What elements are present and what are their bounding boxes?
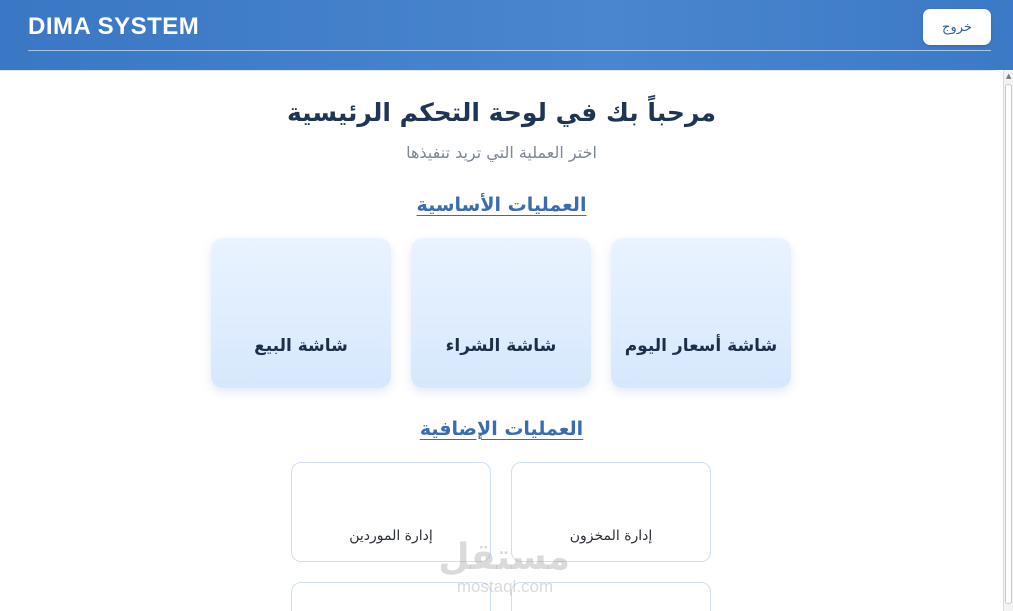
card-label: شاشة الشراء (445, 336, 557, 356)
tile-label: إدارة المخزون (569, 528, 653, 544)
scroll-up-arrow-icon[interactable]: ▲ (1006, 72, 1012, 80)
page-subtitle: اختر العملية التي تريد تنفيذها (406, 143, 597, 162)
app-brand: DIMA SYSTEM (28, 13, 200, 40)
additional-operation-tile[interactable] (291, 582, 491, 611)
sales-card[interactable] (211, 238, 391, 388)
additional-operation-tile[interactable] (511, 582, 711, 611)
watermark-arabic: مستقل (438, 537, 570, 578)
card-label: شاشة أسعار اليوم (624, 336, 778, 356)
card-label: شاشة البيع (254, 336, 348, 356)
tile-label: إدارة الموردين (349, 528, 433, 544)
vertical-scrollbar[interactable] (1003, 70, 1013, 611)
header-divider (28, 50, 991, 51)
suppliers-management-tile[interactable] (291, 462, 491, 562)
purchase-card[interactable] (411, 238, 591, 388)
additional-operations-heading: العمليات الإضافية (419, 418, 584, 440)
inventory-management-tile[interactable] (511, 462, 711, 562)
watermark-latin: mostaql.com (456, 577, 554, 596)
top-bar (0, 0, 1013, 70)
page-title: مرحباً بك في لوحة التحكم الرئيسية (287, 98, 716, 127)
basic-operations-heading: العمليات الأساسية (416, 194, 587, 216)
scrollbar-thumb[interactable] (1005, 84, 1012, 604)
logout-button[interactable]: خروج (923, 9, 991, 45)
daily-prices-card[interactable] (611, 238, 791, 388)
